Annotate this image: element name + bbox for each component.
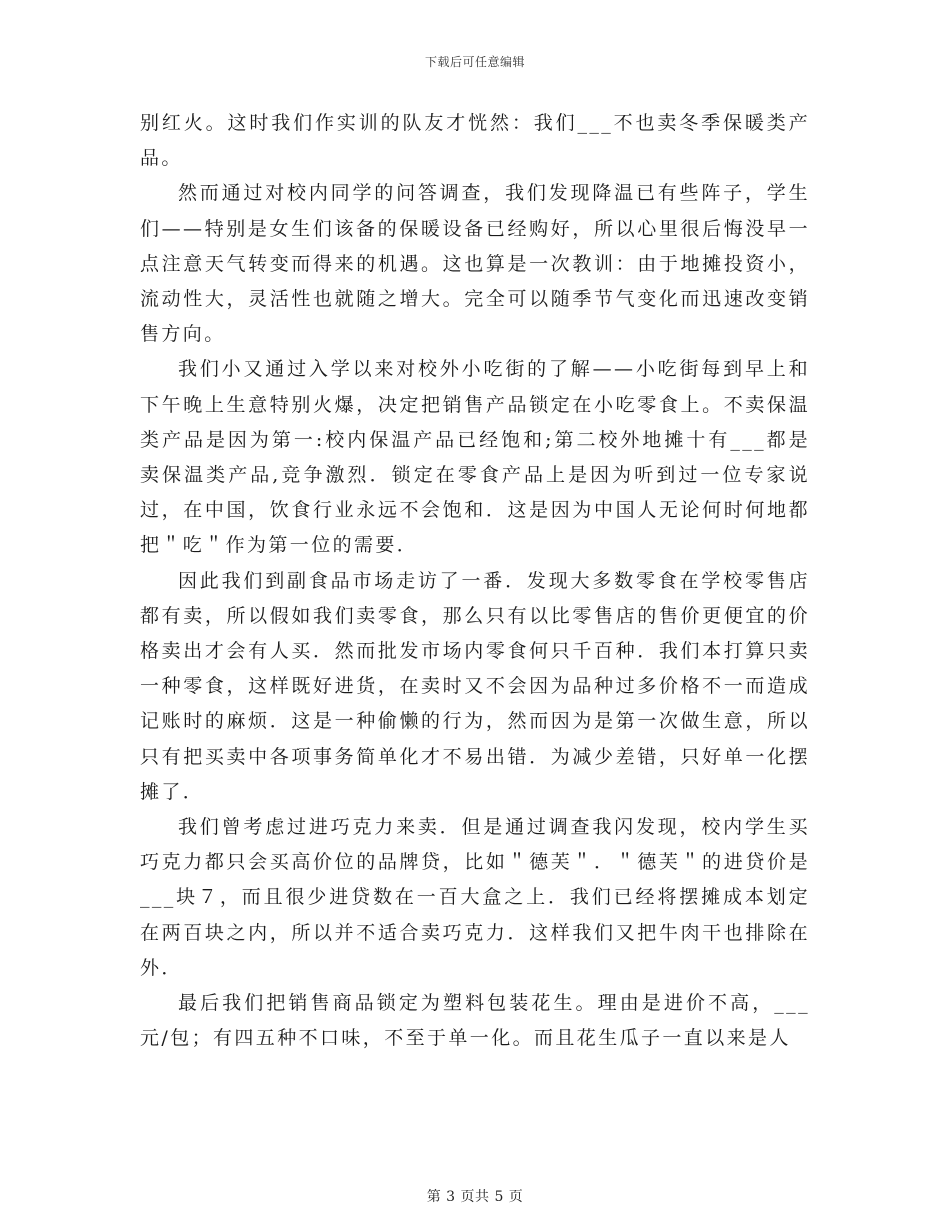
document-body bbox=[140, 106, 810, 1056]
paragraph-1: 别红火。这时我们作实训的队友才恍然：我们___不也卖冬季保暖类产品。 bbox=[140, 112, 810, 170]
paragraph-2: 然而通过对校内同学的问答调查，我们发现降温已有些阵子，学生们——特别是女生们该备的保暖设备已经购好，所以心里很后悔没早一点注意天气转变而得来的机遇。这也算是一次教训：由于地摊投资小，流动性大，灵活性也就随之增大。完全可以随季节气变化而迅速改变销售方向。 bbox=[140, 182, 810, 346]
paragraph-6: 最后我们把销售商品锁定为塑料包装花生。理由是进价不高，___元/包；有四五种不口味，不至于单一化。而且花生瓜子一直以来是人 bbox=[140, 992, 810, 1050]
page-number-footer: 第 3 页共 5 页 bbox=[426, 1189, 524, 1205]
paragraph-4: 因此我们到副食品市场走访了一番．发现大多数零食在学校零售店都有卖，所以假如我们卖零食，那么只有以比零售店的售价更便宜的价格卖出才会有人买．然而批发市场内零食何只千百种．我们本打算只卖一种零食，这样既好进货，在卖时又不会因为品种过多价格不一而造成记账时的麻烦．这是一种偷懒的行为，然而因为是第一次做生意，所以只有把买卖中各项事务简单化才不易出错．为减少差错，只好单一化摆摊了． bbox=[140, 569, 810, 803]
paragraph-5: 我们曾考虑过进巧克力来卖．但是通过调查我闪发现，校内学生买巧克力都只会买高价位的品牌贷，比如＂德芙＂．＂德芙＂的进贷价是___块７，而且很少进贷数在一百大盒之上．我们已经将摆摊成本划定在两百块之内，所以并不适合卖巧克力．这样我们又把牛肉干也排除在外． bbox=[140, 816, 810, 979]
page-header: 下载后可任意编辑 bbox=[424, 55, 525, 69]
paragraph-3: 我们小又通过入学以来对校外小吃街的了解——小吃街每到早上和下午晚上生意特别火爆，决定把销售产品锁定在小吃零食上。不卖保温类产品是因为第一:校内保温产品已经饱和;第二校外地摊十有___都是卖保温类产品,竞争激烈．锁定在零食产品上是因为听到过一位专家说过，在中国，饮食行业永远不会饱和．这是因为中国人无论何时何地都把＂吃＂作为第一位的需要． bbox=[140, 358, 810, 557]
